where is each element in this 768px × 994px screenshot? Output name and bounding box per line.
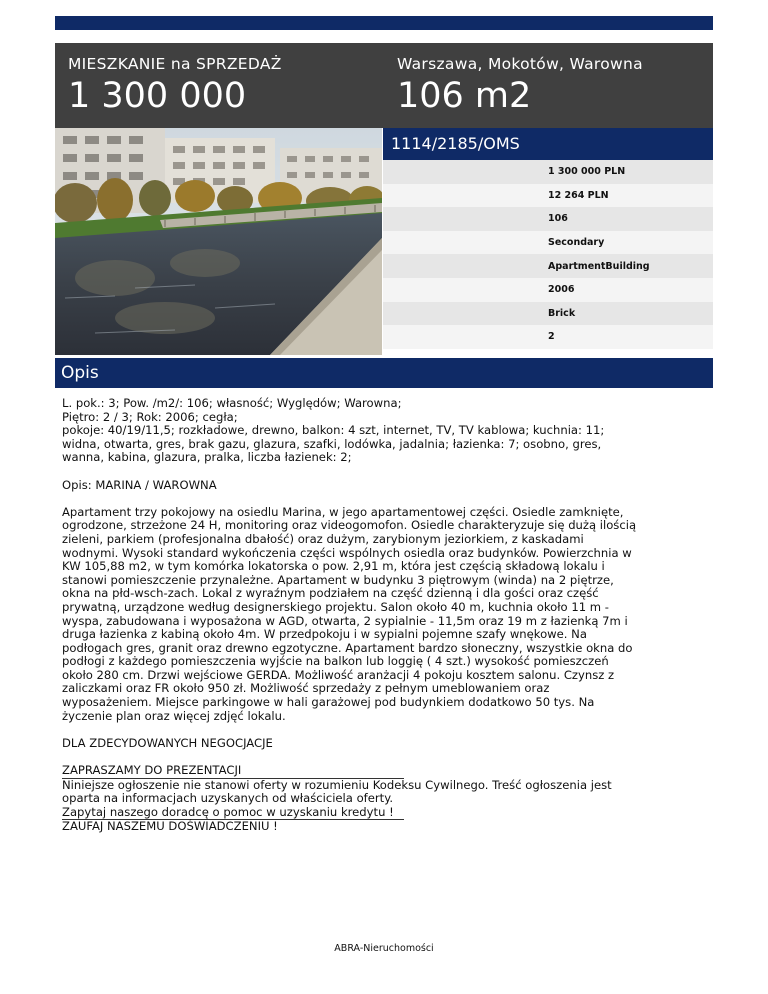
location-label: Warszawa, Mokotów, Warowna: [397, 55, 643, 73]
body-line: prywatną, urządzone według designerskiego projektu. Salon około 40 m, kuchnia około 11 m -: [62, 599, 609, 614]
body-line: około 280 cm. Drzwi wejściowe GERDA. Możliwość aranżacji 4 pokoju kosztem salonu. Czynsz z: [62, 667, 615, 682]
top-accent-bar: [55, 16, 713, 30]
body-line: okna na płd-wsch-zach. Lokal z wyraźnym podziałem na część dzienną i dla gości oraz część: [62, 586, 599, 601]
body-line: KW 105,88 m2, w tym komórka lokatorska o pow. 2,91 m, która jest częścią składową lokalu i: [62, 559, 605, 574]
detail-value: 2: [548, 331, 555, 343]
listing-details-table: [383, 160, 713, 349]
disclaimer-line: Zapytaj naszego doradcę o pomoc w uzyskaniu kredytu !: [62, 804, 394, 819]
opis-label: Opis: MARINA / WAROWNA: [62, 477, 217, 492]
body-line: wyposażeniem. Miejsce parkingowe w hali garażowej pod budynkiem dodatkowo 50 tys. Na: [62, 695, 595, 710]
detail-row-year: [383, 278, 713, 302]
header-right: [397, 55, 643, 114]
listing-header: [55, 43, 713, 128]
detail-value: Secondary: [548, 237, 605, 249]
detail-row-floor: [383, 325, 713, 349]
invitation-note: ZAPRASZAMY DO PREZENTACJI: [62, 763, 242, 778]
detail-row-price: [383, 160, 713, 184]
body-line: druga łazienka z kabiną około 4m. W przedpokoju i w sypialni pojemne szafy wnękowe. Na: [62, 627, 587, 642]
summary-line: wanna, kabina, glazura, pralka, liczba łazienek: 2;: [62, 450, 352, 465]
detail-row-market: [383, 231, 713, 255]
body-line: wyspa, zabudowana i wyposażona w AGD, otwarta, 2 sypialnie - 11,5m oraz 19 m z łazienką 7m i: [62, 613, 628, 628]
detail-row-building-type: [383, 254, 713, 278]
summary-line: L. pok.: 3; Pow. /m2/: 106; własność; Wyględów; Warowna;: [62, 396, 402, 410]
price-headline: 1 300 000: [68, 76, 247, 116]
detail-value: 2006: [548, 284, 575, 296]
disclaimer-line: oparta na informacjach uzyskanych od właściciela oferty.: [62, 791, 394, 806]
summary-line: Piętro: 2 / 3; Rok: 2006; cegła;: [62, 409, 238, 424]
disclaimer-line: Niniejsze ogłoszenie nie stanowi oferty w rozumieniu Kodeksu Cywilnego. Treść ogłoszenia jest: [62, 777, 612, 792]
detail-value: 12 264 PLN: [548, 189, 609, 201]
area-headline: 106 m2: [397, 76, 532, 116]
body-line: stanowi pomieszczenie przynależne. Apartament w budynku 3 piętrowym (winda) na 2 piętrze,: [62, 572, 614, 587]
body-line: wodnymi. Wysoki standard wykończenia części wspólnych osiedla oraz budynków. Powierzchnia w: [62, 545, 632, 560]
detail-row-area: [383, 207, 713, 231]
section-title-bar: Opis: [55, 358, 713, 388]
body-line: życzenie plan oraz więcej zdjęć lokalu.: [62, 708, 286, 723]
body-line: zieleni, parkiem (profesjonalna dbałość) oraz dużym, zarybionym jeziorkiem, z kaskadami: [62, 531, 584, 546]
detail-value: 106: [548, 213, 568, 225]
closing-note: ZAUFAJ NASZEMU DOŚWIADCZENIU !: [62, 819, 278, 834]
agency-footer: ABRA-Nieruchomości: [334, 943, 434, 954]
negotiation-note: DLA ZDECYDOWANYCH NEGOCJACJE: [62, 735, 273, 750]
description-body: [62, 397, 712, 834]
body-line: zaliczkami oraz FR około 950 zł. Możliwość sprzedaży z pełnym umeblowaniem oraz: [62, 681, 550, 696]
body-line: podłogach gres, granit oraz drewno egzotyczne. Apartament bardzo słoneczny, wszystkie okna do: [62, 640, 633, 655]
header-left: [68, 55, 282, 114]
detail-value: 1 300 000 PLN: [548, 166, 626, 178]
listing-reference: 1114/2185/OMS: [383, 128, 713, 160]
detail-value: ApartmentBuilding: [548, 260, 650, 272]
body-line: Apartament trzy pokojowy na osiedlu Marina, w jego apartamentowej części. Osiedle zamknięte,: [62, 504, 624, 519]
summary-line: widna, otwarta, gres, brak gazu, glazura, szafki, lodówka, jadalnia; łazienka: 7; osobno, gres,: [62, 436, 602, 451]
detail-value: Brick: [548, 307, 576, 319]
body-line: podłogi z każdego pomieszczenia wyjście na balkon lub loggię ( 4 szt.) wysokość pomieszczeń: [62, 654, 609, 669]
detail-row-material: [383, 302, 713, 326]
property-type-label: MIESZKANIE na SPRZEDAŻ: [68, 55, 282, 73]
summary-line: pokoje: 40/19/11,5; rozkładowe, drewno, balkon: 4 szt, internet, TV, TV kablowa; kuchnia: 11;: [62, 423, 605, 438]
detail-row-price-per-m2: [383, 184, 713, 208]
property-photo: [55, 128, 382, 355]
body-line: ogrodzone, strzeżone 24 H, monitoring oraz videogomofon. Osiedle charakteryzuje się dużą ilością: [62, 518, 637, 533]
